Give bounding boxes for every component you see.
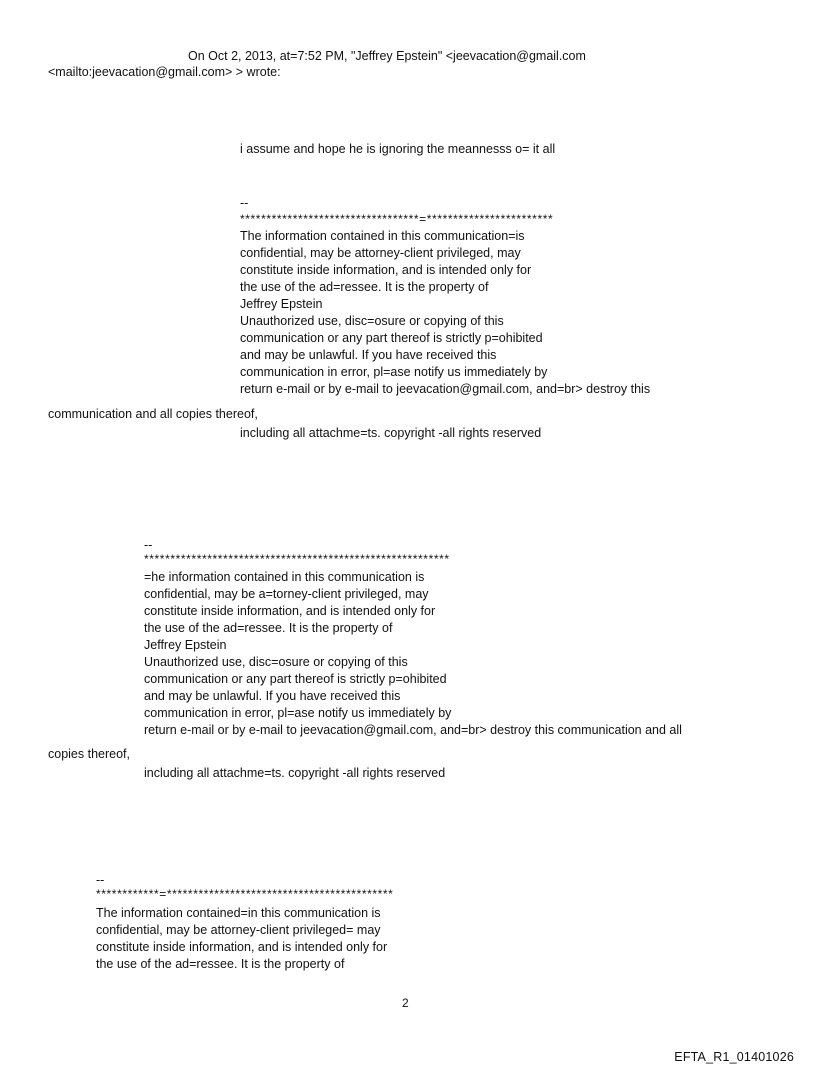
disclaimer-2-line: confidential, may be a=torney-client privileged, may — [144, 587, 429, 601]
disclaimer-1-line: including all attachme=ts. copyright -all rights reserved — [240, 426, 542, 440]
document-id: EFTA_R1_01401026 — [674, 1050, 794, 1064]
disclaimer-2-separator: ********************************************************** — [144, 552, 450, 566]
disclaimer-3-separator: ************=******************************************* — [96, 887, 394, 901]
disclaimer-3-line: constitute inside information, and is intended only for — [96, 940, 388, 954]
disclaimer-1-line: constitute inside information, and is intended only for — [240, 263, 532, 277]
disclaimer-2-line: including all attachme=ts. copyright -all rights reserved — [144, 766, 446, 780]
disclaimer-2-line: =he information contained in this communication is — [144, 570, 425, 584]
disclaimer-2-dash: -- — [144, 538, 153, 552]
disclaimer-1-separator: **********************************=************************ — [240, 212, 554, 226]
message-text: i assume and hope he is ignoring the meannesss o= it all — [240, 142, 556, 156]
disclaimer-2-line: and may be unlawful. If you have received this — [144, 689, 401, 703]
disclaimer-1-line: The information contained in this communication=is — [240, 229, 525, 243]
disclaimer-2-line: Unauthorized use, disc=osure or copying of this — [144, 655, 408, 669]
disclaimer-2-line: communication or any part thereof is strictly p=ohibited — [144, 672, 447, 686]
page-number: 2 — [402, 996, 409, 1010]
disclaimer-3-line: confidential, may be attorney-client privileged= may — [96, 923, 381, 937]
email-header-line-1: On Oct 2, 2013, at=7:52 PM, "Jeffrey Epstein" <jeevacation@gmail.com — [188, 49, 586, 63]
disclaimer-1-line: Jeffrey Epstein — [240, 297, 323, 311]
email-header-line-2: <mailto:jeevacation@gmail.com> > wrote: — [48, 65, 281, 79]
disclaimer-1-line: the use of the ad=ressee. It is the property of — [240, 280, 489, 294]
disclaimer-1-dash: -- — [240, 196, 249, 210]
disclaimer-2-line: the use of the ad=ressee. It is the property of — [144, 621, 393, 635]
disclaimer-1-line: confidential, may be attorney-client privileged, may — [240, 246, 521, 260]
disclaimer-1-line: communication or any part thereof is strictly p=ohibited — [240, 331, 543, 345]
disclaimer-2-line: return e-mail or by e-mail to jeevacation@gmail.com, and=br> destroy this communication and all — [144, 723, 682, 737]
disclaimer-2-line: communication in error, pl=ase notify us immediately by — [144, 706, 452, 720]
disclaimer-2-line: constitute inside information, and is intended only for — [144, 604, 436, 618]
disclaimer-3-dash: -- — [96, 873, 105, 887]
disclaimer-1-line: communication in error, pl=ase notify us immediately by — [240, 365, 548, 379]
disclaimer-3-line: the use of the ad=ressee. It is the property of — [96, 957, 345, 971]
disclaimer-1-line: Unauthorized use, disc=osure or copying of this — [240, 314, 504, 328]
disclaimer-3-line: The information contained=in this communication is — [96, 906, 381, 920]
disclaimer-1-line: communication and all copies thereof, — [48, 407, 258, 421]
disclaimer-1-line: and may be unlawful. If you have received this — [240, 348, 497, 362]
disclaimer-1-line: return e-mail or by e-mail to jeevacation@gmail.com, and=br> destroy this — [240, 382, 651, 396]
disclaimer-2-line: Jeffrey Epstein — [144, 638, 227, 652]
disclaimer-2-line: copies thereof, — [48, 747, 130, 761]
